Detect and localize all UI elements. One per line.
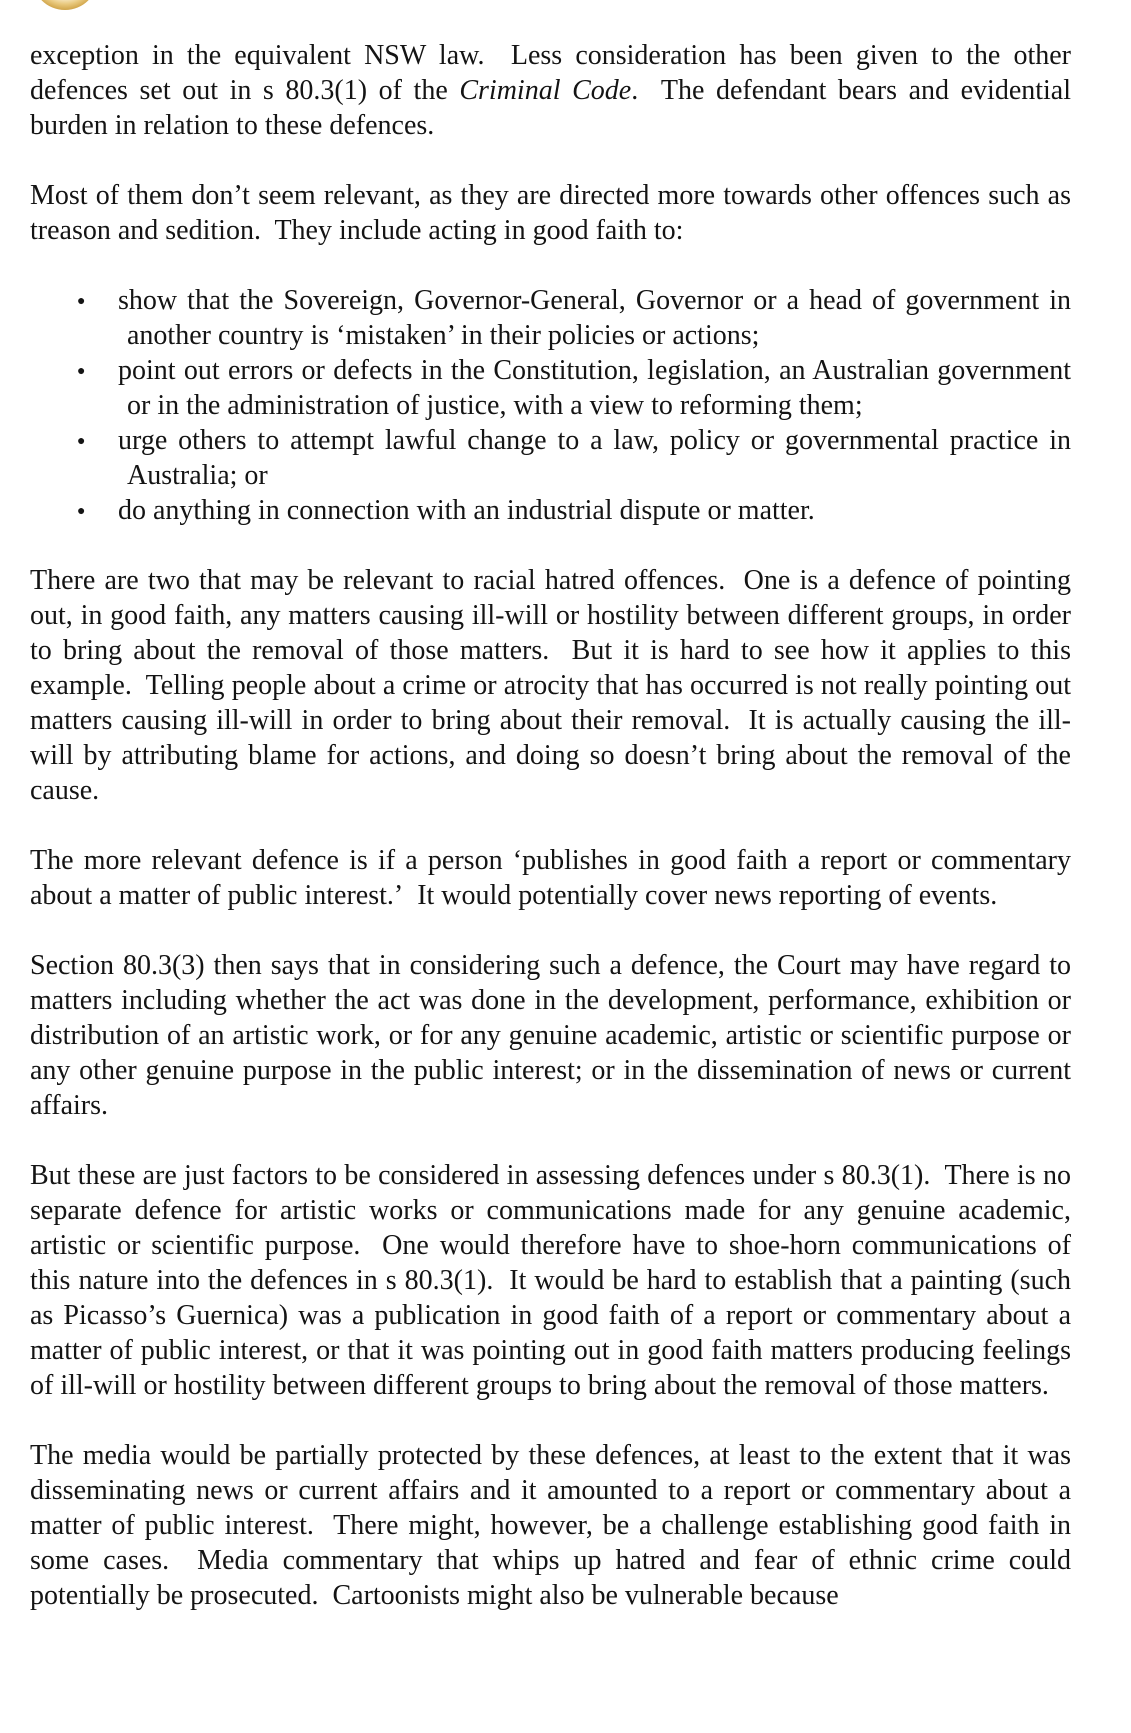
paragraph-4 bbox=[30, 563, 1071, 808]
paragraph-2 bbox=[30, 178, 1071, 248]
paragraph-7 bbox=[30, 1158, 1071, 1403]
text-run: The media would be partially protected by these defences, at least to the extent that it was disseminating news or current affairs and it amounted to a report or commentary about a matter of public interest. There might, however, be a challenge establishing good faith in some cases. Media commentary that whips up hatred and fear of ethnic crime could potentially be prosecuted. Cartoonists might also be vulnerable because bbox=[30, 1440, 1071, 1611]
text-run: There are two that may be relevant to racial hatred offences. One is a defence of pointing out, in good faith, any matters causing ill-will or hostility between different groups, in order to bring about the removal of those matters. But it is hard to see how it applies to this example. Telling people about a crime or atrocity that has occurred is not really pointing out matters causing ill-will in order to bring about their removal. It is actually causing the ill-will by attributing blame for actions, and doing so doesn’t bring about the removal of the cause. bbox=[30, 565, 1071, 806]
text-run: urge others to attempt lawful change to a law, policy or governmental practice in Australia; or bbox=[118, 425, 1071, 491]
text-run: . The defendant bears and evidential burden in relation to these defences. bbox=[30, 75, 1072, 141]
bullet-item-2 bbox=[30, 353, 1071, 423]
italic-text-run: Criminal Code bbox=[459, 75, 632, 106]
paragraph-6 bbox=[30, 948, 1071, 1123]
text-run: show that the Sovereign, Governor-General, Governor or a head of government in another country is ‘mistaken’ in their policies or actions; bbox=[118, 285, 1071, 351]
paragraph-1 bbox=[30, 38, 1071, 143]
text-run: do anything in connection with an industrial dispute or matter. bbox=[118, 495, 815, 526]
text-run: But these are just factors to be considered in assessing defences under s 80.3(1). There is no separate defence for artistic works or communications made for any genuine academic, artistic or scientific purpose. One would therefore have to shoe-horn communications of this nature into the defences in s 80.3(1). It would be hard to establish that a painting (such as Picasso’s Guernica) was a publication in good faith of a report or commentary about a matter of public interest, or that it was pointing out in good faith matters producing feelings of ill-will or hostility between different groups to bring about the removal of those matters. bbox=[30, 1160, 1071, 1401]
text-run: exception in the equivalent NSW law. Less consideration has been given to the other defences set out in s 80.3(1) of the bbox=[30, 40, 1071, 106]
bullet-item-4 bbox=[30, 493, 1071, 528]
text-run: Section 80.3(3) then says that in considering such a defence, the Court may have regard to matters including whether the act was done in the development, performance, exhibition or distribution of an artistic work, or for any genuine academic, artistic or scientific purpose or any other genuine purpose in the public interest; or in the dissemination of news or current affairs. bbox=[30, 950, 1071, 1121]
text-run: Most of them don’t seem relevant, as they are directed more towards other offences such as treason and sedition. They include acting in good faith to: bbox=[30, 180, 1071, 246]
bullet-item-3 bbox=[30, 423, 1071, 493]
text-run: point out errors or defects in the Constitution, legislation, an Australian government or in the administration of justice, with a view to reforming them; bbox=[118, 355, 1071, 421]
paragraph-5 bbox=[30, 843, 1071, 913]
paragraph-8 bbox=[30, 1438, 1071, 1613]
bullet-list bbox=[30, 283, 1071, 528]
bullet-item-1 bbox=[30, 283, 1071, 353]
text-run: The more relevant defence is if a person ‘publishes in good faith a report or commentary about a matter of public interest.’ It would potentially cover news reporting of events. bbox=[30, 845, 1071, 911]
